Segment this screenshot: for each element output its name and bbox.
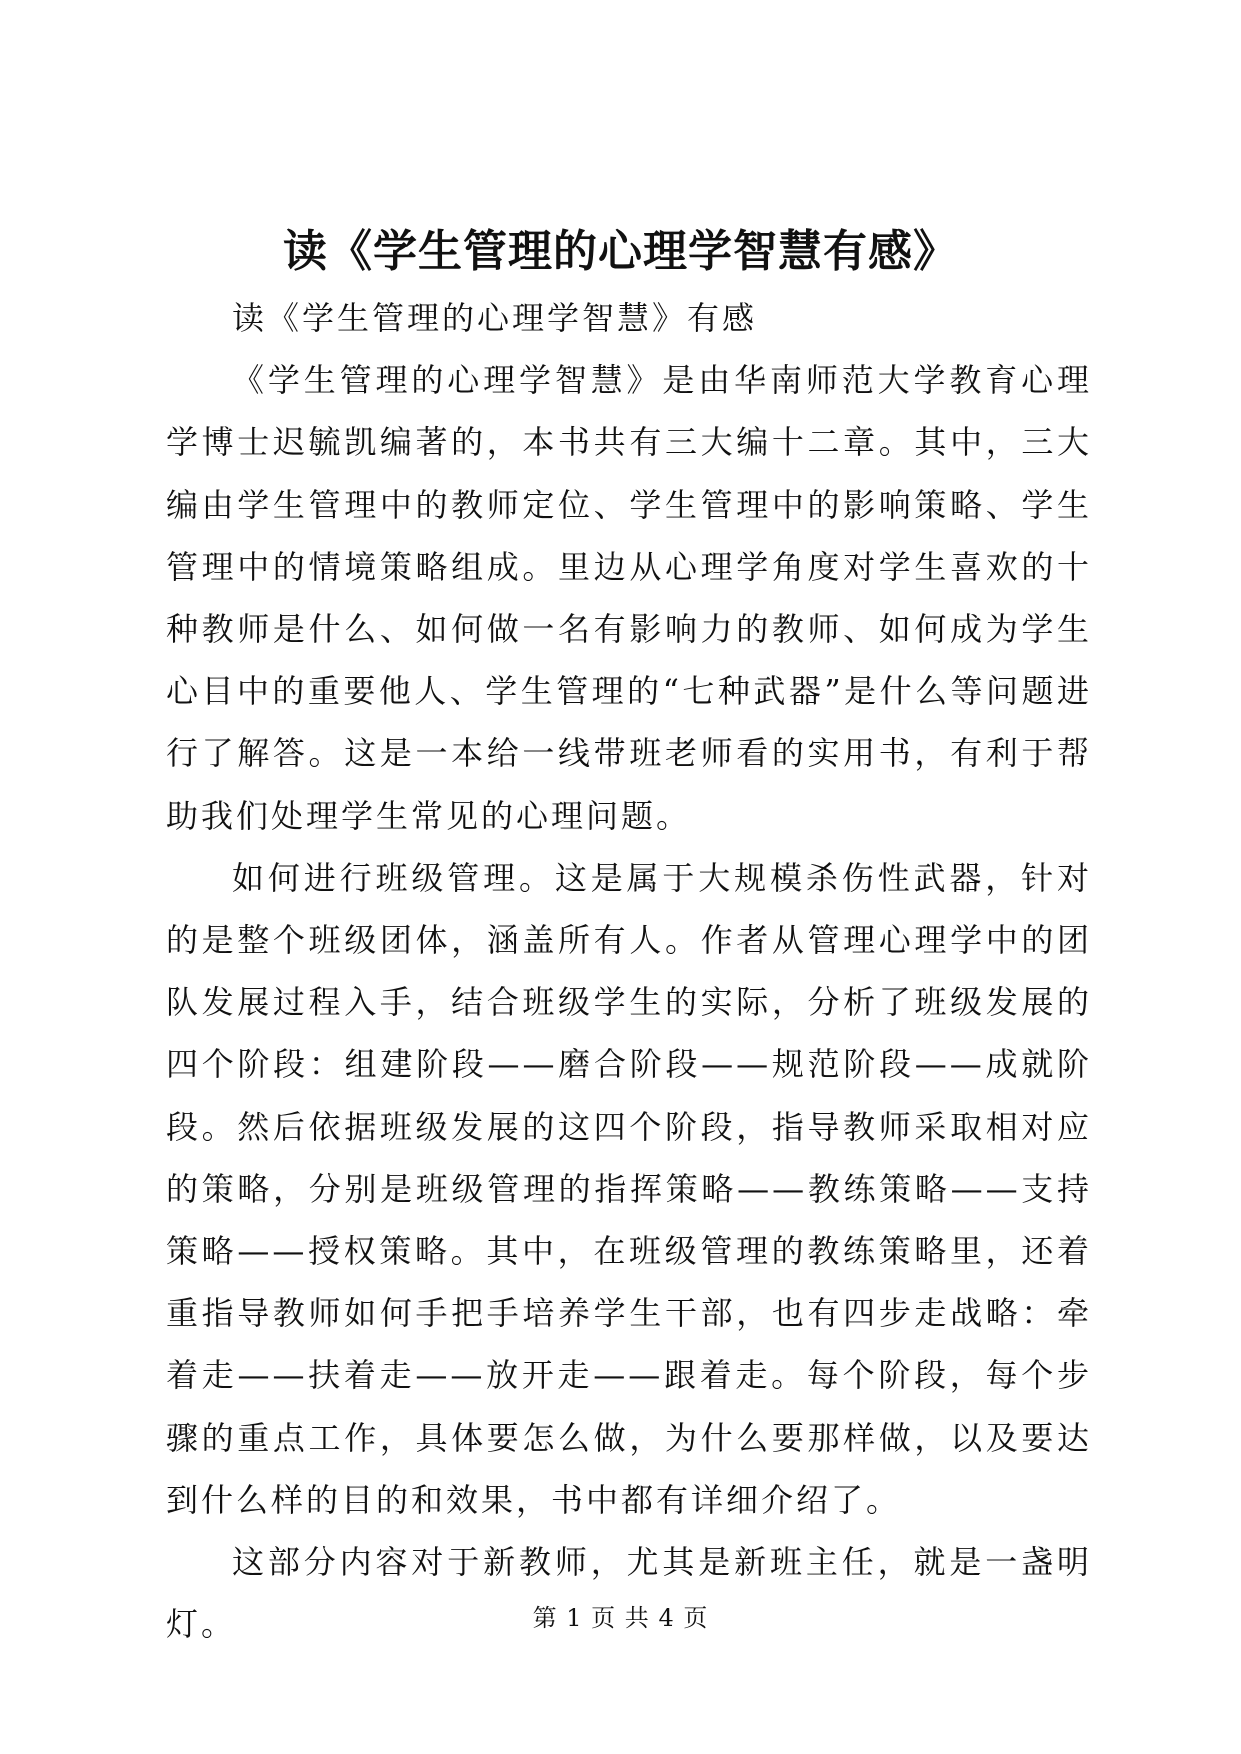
body-paragraph-subtitle: 读《学生管理的心理学智慧》有感 bbox=[232, 299, 758, 337]
document-body bbox=[166, 287, 1092, 1655]
body-paragraph-conclusion: 这部分内容对于新教师，尤其是新班主任，就是一盏明灯。 bbox=[166, 1543, 1092, 1644]
body-paragraph-intro: 《学生管理的心理学智慧》是由华南师范大学教育心理学博士迟毓凯编著的，本书共有三大编十二章。其中，三大编由学生管理中的教师定位、学生管理中的影响策略、学生管理中的情境策略组成。里边从心理学角度对学生喜欢的十种教师是什么、如何做一名有影响力的教师、如何成为学生心目中的重要他人、学生管理的“七种武器”是什么等问题进行了解答。这是一本给一线带班老师看的实用书，有利于帮助我们处理学生常见的心理问题。 bbox=[166, 361, 1092, 835]
document-title: 读《学生管理的心理学智慧有感》 bbox=[283, 226, 958, 277]
page-footer: 第 1 页 共 4 页 bbox=[532, 1604, 709, 1632]
body-paragraph-class-management: 如何进行班级管理。这是属于大规模杀伤性武器，针对的是整个班级团体，涵盖所有人。作者从管理心理学中的团队发展过程入手，结合班级学生的实际，分析了班级发展的四个阶段：组建阶段——磨合阶段——规范阶段——成就阶段。然后依据班级发展的这四个阶段，指导教师采取相对应的策略，分别是班级管理的指挥策略——教练策略——支持策略——授权策略。其中，在班级管理的教练策略里，还着重指导教师如何手把手培养学生干部，也有四步走战略：牵着走——扶着走——放开走——跟着走。每个阶段，每个步骤的重点工作，具体要怎么做，为什么要那样做，以及要达到什么样的目的和效果，书中都有详细介绍了。 bbox=[166, 858, 1092, 1519]
